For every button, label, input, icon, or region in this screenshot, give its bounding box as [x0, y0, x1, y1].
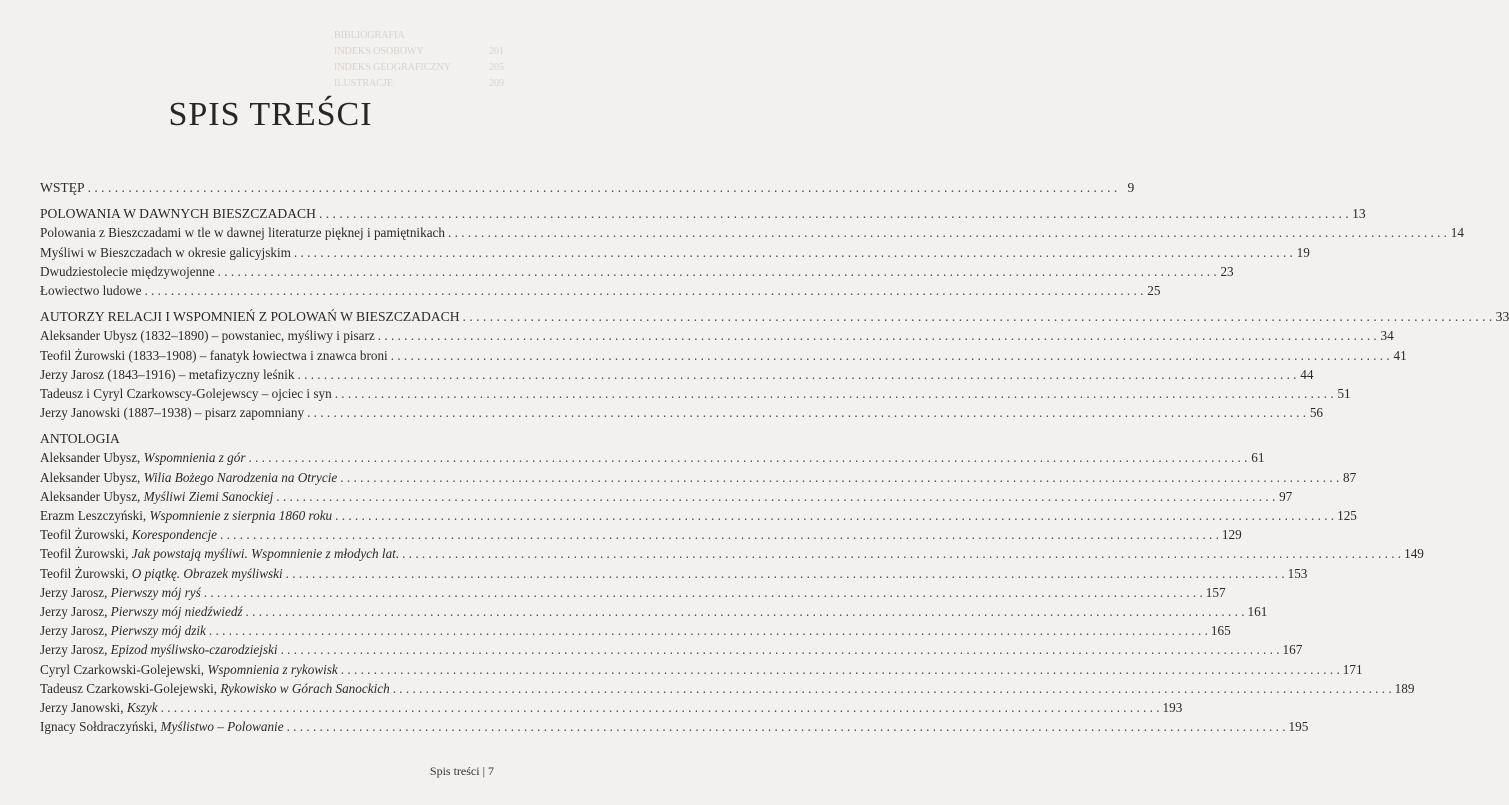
- toc-entry-text: [40, 204, 316, 223]
- dot-leader: [391, 346, 1390, 365]
- toc-entry-row: [40, 346, 1407, 365]
- toc-page-number: 125: [1337, 508, 1357, 523]
- toc-entry-text: [40, 178, 85, 197]
- toc-entry-text: [40, 403, 304, 422]
- dot-leader: [463, 307, 1493, 326]
- toc-entry-title: Pierwszy mój niedźwiedź: [110, 603, 243, 619]
- toc-entry-text: [40, 640, 278, 659]
- toc-entry-title: Rykowisko w Górach Sanockich: [220, 680, 390, 696]
- dot-leader: [341, 660, 1340, 679]
- toc-page-number: 193: [1162, 699, 1183, 715]
- toc-entry-row: [40, 602, 1268, 621]
- toc-entry-row: [40, 640, 1303, 659]
- toc-entry-author: Jerzy Jarosz,: [40, 584, 111, 600]
- toc-entry-row: [40, 384, 1351, 403]
- toc-entry-title: Wspomnienia z gór: [143, 450, 246, 466]
- dot-leader: [248, 448, 1247, 467]
- toc-section-row: [40, 307, 1509, 326]
- toc-entry-author: Erazm Leszczyński,: [40, 508, 150, 523]
- toc-entry-author: AUTORZY RELACJI I WSPOMNIEŃ Z POLOWAŃ W BIESZCZADACH: [40, 309, 460, 325]
- toc-entry-text: [40, 564, 283, 583]
- ghost-line: [334, 44, 504, 60]
- toc-entry-author: Łowiectwo ludowe: [40, 282, 142, 298]
- toc-entry-row: [40, 679, 1415, 698]
- toc-entry-title: Kszyk: [126, 699, 158, 715]
- toc-page-number: 23: [1220, 263, 1234, 279]
- toc-entry-author: Teofil Żurowski,: [40, 527, 132, 543]
- toc-entry-author: Teofil Żurowski,: [40, 565, 132, 581]
- dot-leader: [286, 564, 1285, 583]
- toc-entry-author: Tadeusz Czarkowski-Golejewski,: [40, 680, 221, 696]
- dot-leader: [307, 403, 1306, 422]
- toc-entry-text: [40, 717, 284, 736]
- toc-entry-title: Wilia Bożego Narodzenia na Otrycie: [143, 469, 338, 485]
- dot-leader: [281, 640, 1280, 659]
- dot-leader: [448, 223, 1447, 242]
- toc-page-number: 167: [1282, 642, 1303, 658]
- toc-entry-row: [40, 281, 1161, 300]
- toc-entry-row: [40, 326, 1394, 345]
- toc-entry-text: [40, 281, 141, 300]
- toc-page-number: 87: [1343, 469, 1357, 485]
- toc-entry-text: [40, 525, 217, 544]
- toc-entry-author: POLOWANIA W DAWNYCH BIESZCZADACH: [40, 206, 316, 222]
- dot-leader: [204, 583, 1203, 602]
- dot-leader: [161, 698, 1160, 717]
- dot-leader: [276, 487, 1275, 506]
- toc-entry-title: O piątkę. Obrazek myśliwski: [131, 565, 283, 581]
- toc-entry-row: [40, 506, 1357, 525]
- toc-section-row: [40, 204, 1366, 223]
- toc-entry-author: Teofil Żurowski (1833–1908) – fanatyk łowiectwa i znawca broni: [40, 347, 388, 363]
- toc-entry-row: [40, 262, 1234, 281]
- dot-leader: [88, 178, 1118, 197]
- toc-entry-author: Jerzy Jarosz,: [40, 623, 111, 639]
- ghost-line-page: 205: [489, 62, 504, 73]
- toc-entry-row: [40, 243, 1310, 262]
- dot-leader: [335, 384, 1334, 403]
- ghost-line-text: ILUSTRACJE: [334, 78, 393, 89]
- dot-leader: [298, 365, 1297, 384]
- dot-leader: [287, 717, 1286, 736]
- dot-leader: [335, 506, 1334, 525]
- toc-entry-text: [40, 365, 295, 384]
- toc-page-number: 9: [1127, 180, 1135, 195]
- toc-entry-author: Jerzy Jarosz,: [40, 603, 111, 619]
- toc-page-number: 33: [1495, 309, 1509, 325]
- toc-entry-row: [40, 365, 1314, 384]
- toc-entry-row: [40, 448, 1265, 467]
- toc-page-number: 19: [1296, 244, 1310, 260]
- ghost-line-text: BIBLIOGRAFIA: [334, 30, 405, 41]
- toc-entry-text: [40, 223, 445, 242]
- toc-entry-text: [40, 660, 338, 679]
- toc-entry-text: [40, 307, 460, 326]
- toc-entry-title: Epizod myśliwsko-czarodziejski: [110, 642, 278, 658]
- toc-page-number: 97: [1279, 488, 1293, 504]
- dot-leader: [393, 679, 1392, 698]
- toc-entry-author: Ignacy Sołdraczyński,: [40, 719, 161, 735]
- dot-leader: [218, 262, 1217, 281]
- toc-entry-row: [40, 525, 1242, 544]
- ghost-line-page: 209: [489, 78, 504, 89]
- toc-entry-title: Pierwszy mój ryś: [110, 584, 201, 600]
- toc-entry-author: Polowania z Bieszczadami w tle w dawnej literaturze pięknej i pamiętnikach: [40, 225, 445, 241]
- ghost-line-text: INDEKS GEOGRAFICZNY: [334, 62, 451, 73]
- toc-section-row: [40, 178, 1135, 197]
- toc-page-number: 13: [1352, 206, 1366, 222]
- ghost-line: [334, 76, 504, 92]
- toc-entry-author: Aleksander Ubysz (1832–1890) – powstaniec, myśliwy i pisarz: [40, 328, 375, 344]
- toc-entry-row: [40, 621, 1231, 640]
- footer-separator: |: [482, 764, 485, 778]
- dot-leader: [340, 468, 1339, 487]
- toc-entry-text: [40, 679, 390, 698]
- toc-page-number: 44: [1300, 366, 1314, 382]
- toc-entry-text: [40, 544, 399, 563]
- toc-entry-text: [40, 487, 273, 506]
- toc-entry-text: [40, 262, 215, 281]
- toc-entry-author: Myśliwi w Bieszczadach w okresie galicyjskim: [40, 244, 291, 260]
- toc-entry-author: Jerzy Jarosz,: [40, 642, 111, 658]
- toc-entry-author: Tadeusz i Cyryl Czarkowscy-Golejewscy – ojciec i syn: [40, 385, 332, 401]
- toc-entry-row: [40, 698, 1183, 717]
- toc-entry-text: [40, 243, 291, 262]
- toc-page-number: 56: [1309, 405, 1324, 421]
- toc-page-number: 171: [1342, 661, 1363, 677]
- toc-entry-author: Jerzy Jarosz (1843–1916) – metafizyczny leśnik: [40, 366, 295, 382]
- toc-entry-text: [40, 583, 201, 602]
- toc-entry-text: [40, 698, 158, 717]
- dot-leader: [144, 281, 1143, 300]
- toc-entry-row: [40, 223, 1464, 242]
- toc-entry-author: Aleksander Ubysz,: [40, 488, 144, 504]
- toc-entry-author: Aleksander Ubysz,: [40, 450, 144, 466]
- toc-page-number: 149: [1404, 546, 1424, 562]
- toc-page-number: 14: [1450, 225, 1464, 241]
- bleed-through-text: [334, 28, 504, 92]
- toc-page-number: 157: [1205, 584, 1226, 600]
- ghost-line-page: 201: [489, 46, 504, 57]
- toc-entry-row: [40, 583, 1226, 602]
- toc-entry-text: [40, 468, 337, 487]
- toc-entry-author: Cyryl Czarkowski-Golejewski,: [40, 661, 208, 677]
- toc-entry-text: [40, 448, 245, 467]
- toc-entry-text: [40, 602, 243, 621]
- toc-page-number: 153: [1287, 565, 1308, 581]
- page-number: 7: [488, 764, 494, 778]
- toc-page-number: 41: [1393, 347, 1407, 363]
- toc-page-number: 165: [1210, 623, 1231, 639]
- toc-entry-author: Aleksander Ubysz,: [40, 469, 144, 485]
- toc-entry-row: [40, 487, 1293, 506]
- toc-entry-author: WSTĘP: [40, 180, 85, 195]
- page-title: SPIS TREŚCI: [168, 96, 373, 133]
- toc-page-number: 189: [1394, 680, 1415, 696]
- toc-entry-title: Wspomnienia z rykowisk: [207, 661, 338, 677]
- toc-entry-title: Wspomnienie z sierpnia 1860 roku: [149, 508, 333, 523]
- dot-leader: [319, 204, 1349, 223]
- toc-entry-author: Jerzy Janowski (1887–1938) – pisarz zapomniany: [40, 405, 305, 421]
- toc-page-number: 51: [1337, 385, 1351, 401]
- ghost-line: [334, 60, 504, 76]
- ghost-line: [334, 28, 504, 44]
- toc-entry-title: Jak powstają myśliwi. Wspomnienie z młodych lat.: [131, 546, 400, 562]
- toc-entry-text: [40, 621, 206, 640]
- dot-leader: [378, 326, 1377, 345]
- dot-leader: [246, 602, 1245, 621]
- page-footer: [430, 764, 494, 779]
- toc-entry-row: [40, 468, 1357, 487]
- toc-entry-text: [40, 384, 332, 403]
- dot-leader: [294, 243, 1293, 262]
- toc-page-number: 34: [1380, 328, 1394, 344]
- toc-page-number: 195: [1288, 719, 1309, 735]
- toc-entry-author: Dwudziestolecie międzywojenne: [40, 263, 215, 279]
- table-of-contents: [40, 178, 1509, 736]
- toc-entry-row: [40, 564, 1308, 583]
- running-head: Spis treści: [429, 764, 480, 778]
- toc-page-number: 61: [1251, 450, 1265, 466]
- toc-entry-row: [40, 544, 1424, 563]
- toc-entry-title: Myśliwi Ziemi Sanockiej: [143, 488, 274, 504]
- toc-entry-title: Korespondencje: [131, 527, 217, 543]
- dot-leader: [220, 525, 1219, 544]
- toc-entry-author: ANTOLOGIA: [40, 431, 120, 447]
- toc-entry-row: [40, 717, 1309, 736]
- toc-page-number: 161: [1247, 603, 1268, 619]
- toc-entry-text: [40, 429, 120, 448]
- toc-entry-text: [40, 346, 388, 365]
- toc-entry-author: Teofil Żurowski,: [40, 546, 132, 562]
- toc-entry-text: [40, 506, 332, 525]
- toc-entry-row: [40, 660, 1363, 679]
- toc-entry-text: [40, 326, 375, 345]
- dot-leader: [402, 544, 1401, 563]
- toc-entry-title: Myślistwo – Polowanie: [160, 719, 284, 735]
- toc-entry-author: Jerzy Janowski,: [40, 699, 127, 715]
- toc-page-number: 25: [1147, 282, 1161, 298]
- toc-entry-row: [40, 403, 1324, 422]
- toc-page-number: 129: [1221, 527, 1242, 543]
- ghost-line-text: INDEKS OSOBOWY: [334, 46, 424, 57]
- toc-entry-title: Pierwszy mój dzik: [110, 623, 206, 639]
- dot-leader: [209, 621, 1208, 640]
- toc-section-row: [40, 429, 484, 448]
